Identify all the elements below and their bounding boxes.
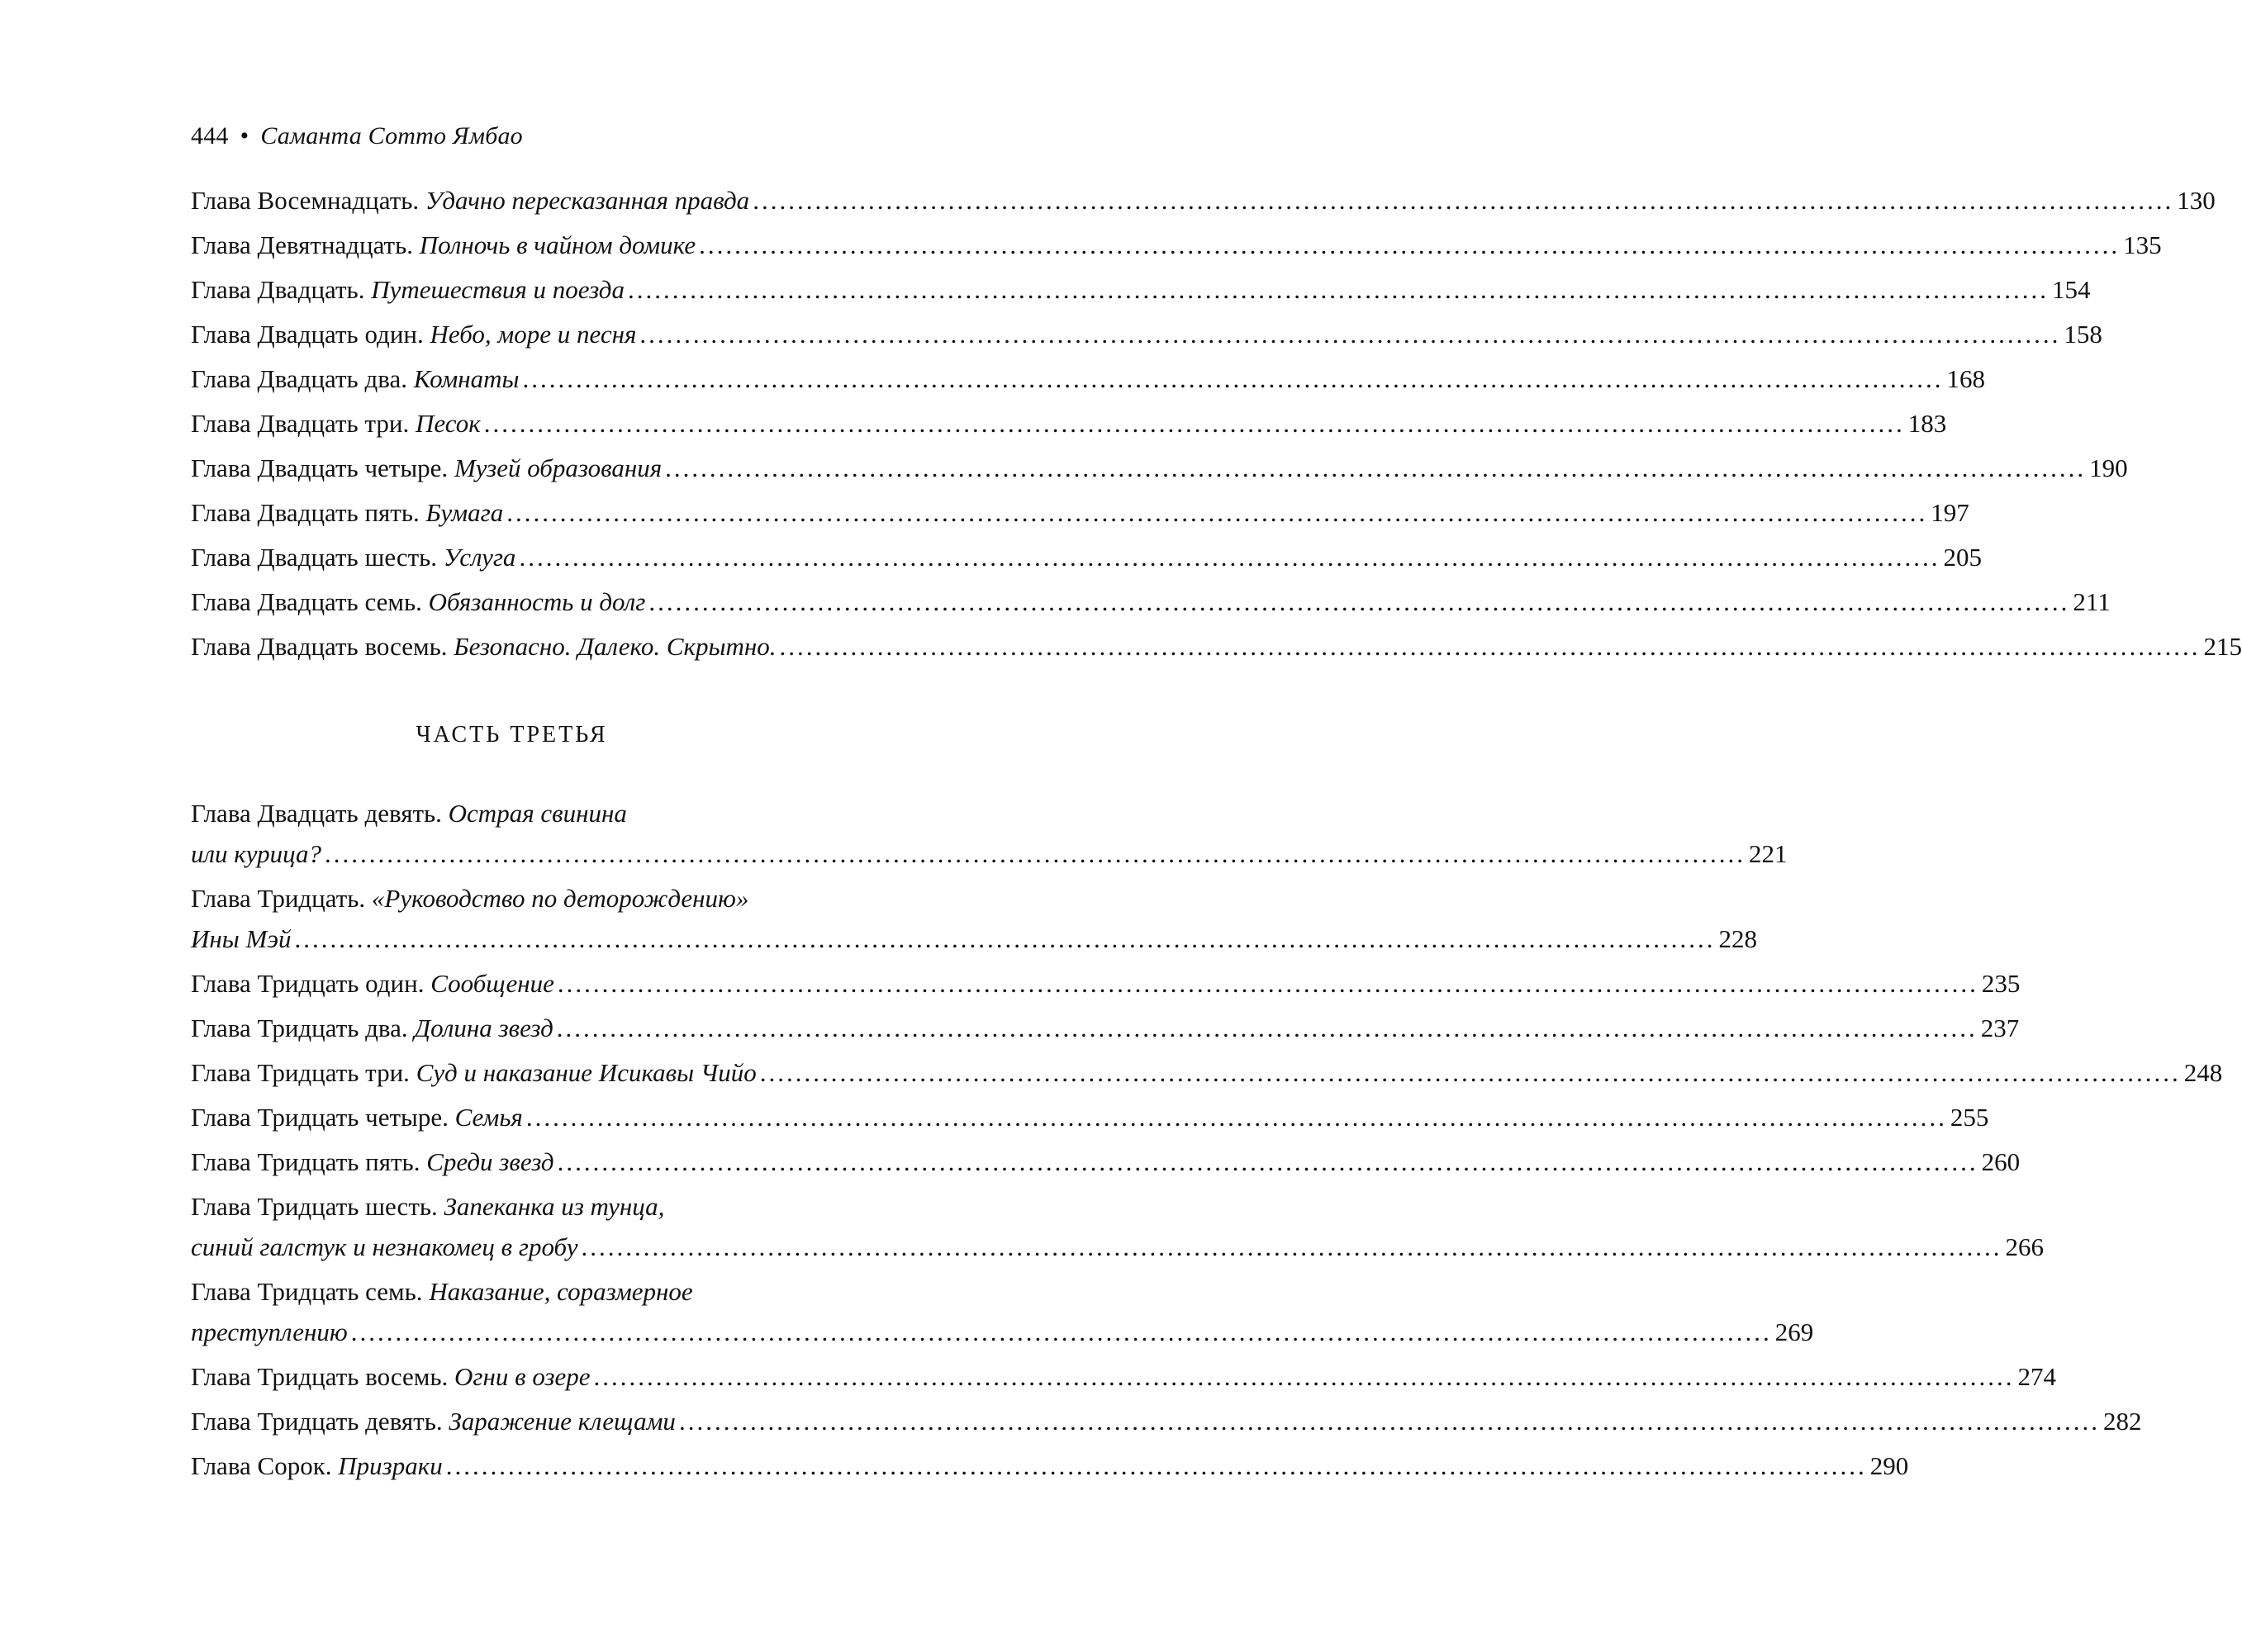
page-reference: 183 [1907,409,1947,438]
toc-entry-line [191,1097,1989,1137]
chapter-title: Наказание, соразмерное [429,1277,693,1306]
chapter-title: Небо, море и песня [430,320,637,349]
page-reference: 158 [2064,320,2102,349]
toc-entry [191,626,2242,667]
page-reference: 266 [2005,1232,2044,1261]
page-reference: 205 [1943,543,1982,572]
chapter-label: Глава Тридцать четыре. [191,1103,449,1132]
toc-entry-line [191,537,1982,577]
toc-entry [191,1401,2142,1441]
chapter-label: Глава Двадцать шесть. [191,543,438,572]
toc-entry-line [191,1186,912,1227]
chapter-title: Заражение клещами [449,1407,676,1436]
chapter-title-continuation: или курица? [191,839,321,868]
page-reference: 197 [1931,498,1969,527]
chapter-title: Песок [415,409,481,438]
toc-entry-line [191,1401,2142,1441]
chapter-label: Глава Двадцать. [191,275,365,304]
dot-leader: ................................................................................................................................................................ [699,230,2121,259]
running-head [191,122,523,150]
dot-leader: ................................................................................................................................................................ [665,453,2087,482]
chapter-title: Услуга [443,543,516,572]
chapter-label: Глава Тридцать. [191,884,366,913]
toc-entry [191,1446,1909,1486]
dot-leader: ................................................................................................................................................................ [325,839,1746,868]
page-reference: 190 [2089,453,2128,482]
dot-leader: ................................................................................................................................................................ [759,1058,2181,1087]
chapter-label: Глава Двадцать пять. [191,498,420,527]
toc-entry-line [191,582,2111,622]
dot-leader: ................................................................................................................................................................ [593,1362,2015,1391]
dot-leader: ................................................................................................................................................................ [445,1451,1867,1480]
dot-leader: ................................................................................................................................................................ [678,1407,2100,1436]
toc-entry-line [191,492,1969,533]
toc-entry [191,1356,2057,1397]
part-heading: ЧАСТЬ ТРЕТЬЯ [416,722,608,748]
toc-entry-line [191,919,1758,959]
page-reference: 282 [2102,1407,2142,1436]
chapter-label: Глава Двадцать семь. [191,587,422,616]
chapter-label: Глава Тридцать девять. [191,1407,443,1436]
dot-leader: ................................................................................................................................................................ [581,1232,2002,1261]
page-reference: 274 [2017,1362,2057,1391]
dot-leader: ................................................................................................................................................................ [350,1317,1772,1346]
chapter-title-continuation: синий галстук и незнакомец в гробу [191,1232,578,1261]
page-reference: 168 [1946,364,1985,393]
toc-entry [191,1142,2021,1182]
toc-entry-line [191,225,2162,265]
dot-leader: ................................................................................................................................................................ [519,543,1940,572]
chapter-title: Комнаты [413,364,520,393]
chapter-title: Бумага [425,498,504,527]
chapter-label: Глава Девятнадцать. [191,230,413,259]
toc-entry-line [191,1008,2020,1048]
chapter-label: Глава Двадцать три. [191,409,410,438]
toc-entry [191,963,2021,1004]
toc-entry-line [191,793,912,833]
chapter-label: Глава Двадцать два. [191,364,407,393]
dot-leader: ................................................................................................................................................................ [753,186,2174,215]
toc-entry [191,314,2102,354]
chapter-title: Долина звезд [414,1014,553,1042]
chapter-title: Сообщение [430,969,554,998]
chapter-title: Острая свинина [448,799,627,828]
chapter-title: Безопасно. Далеко. Скрытно. [454,632,777,661]
chapter-label: Глава Двадцать девять. [191,799,442,828]
page-reference: 269 [1774,1317,1814,1346]
dot-leader: ................................................................................................................................................................ [483,409,1905,438]
toc-entry [191,878,1758,959]
chapter-label: Глава Сорок. [191,1451,332,1480]
chapter-title: Запеканка из тунца, [444,1192,665,1221]
chapter-title: Музей образования [454,453,663,482]
chapter-title: Среди звезд [426,1147,554,1176]
toc-entry-line [191,833,1788,874]
toc-entry [191,1097,1989,1137]
toc-entry-line [191,1356,2057,1397]
chapter-title: Семья [454,1103,523,1132]
toc-entry-line [191,1052,2223,1093]
toc-entry-line [191,358,1985,399]
header-separator: • [240,122,249,150]
chapter-title-continuation: Ины Мэй [191,924,292,953]
page-reference: 248 [2183,1058,2223,1087]
table-of-contents-part-three [191,793,2223,1490]
page-reference: 228 [1718,924,1758,953]
toc-entry-line [191,1446,1909,1486]
dot-leader: ................................................................................................................................................................ [556,1014,1978,1042]
page-reference: 221 [1749,839,1788,868]
toc-entry [191,492,1969,533]
dot-leader: ................................................................................................................................................................ [639,320,2061,349]
dot-leader: ................................................................................................................................................................ [522,364,1944,393]
page-number: 444 [191,122,229,150]
dot-leader: ................................................................................................................................................................ [506,498,1928,527]
chapter-title: Удачно пересказанная правда [425,186,750,215]
toc-entry-line [191,1227,2044,1267]
toc-entry-line [191,1142,2021,1182]
toc-entry-line [191,1271,912,1312]
dot-leader: ................................................................................................................................................................ [648,587,2070,616]
toc-entry [191,1271,1814,1352]
toc-entry-line [191,448,2128,488]
toc-entry-line [191,878,912,919]
page-reference: 211 [2073,587,2111,616]
page-reference: 235 [1981,969,2021,998]
dot-leader: ................................................................................................................................................................ [525,1103,1947,1132]
toc-entry [191,269,2091,310]
author-name: Саманта Сотто Ямбао [260,122,523,150]
table-of-contents-part-two [191,180,2242,671]
dot-leader: ................................................................................................................................................................ [557,969,1978,998]
page-reference: 290 [1869,1451,1909,1480]
chapter-title: «Руководство по деторождению» [371,884,749,913]
chapter-label: Глава Двадцать один. [191,320,424,349]
page-reference: 130 [2177,186,2216,215]
chapter-title-continuation: преступлению [191,1317,348,1346]
chapter-label: Глава Тридцать шесть. [191,1192,438,1221]
toc-entry [191,1008,2020,1048]
toc-entry-line [191,626,2242,667]
toc-entry-line [191,403,1947,444]
chapter-title: Путешествия и поезда [371,275,625,304]
toc-entry-line [191,1312,1814,1352]
chapter-label: Глава Двадцать четыре. [191,453,449,482]
toc-entry [191,1052,2223,1093]
dot-leader: ................................................................................................................................................................ [779,632,2201,661]
chapter-title: Суд и наказание Исикавы Чийо [416,1058,757,1087]
toc-entry [191,180,2216,221]
toc-entry [191,1186,2044,1267]
toc-entry [191,537,1982,577]
chapter-label: Глава Тридцать пять. [191,1147,420,1176]
page-reference: 215 [2203,632,2242,661]
chapter-label: Глава Тридцать три. [191,1058,410,1087]
toc-entry [191,225,2162,265]
page-reference: 237 [1980,1014,2020,1042]
toc-entry [191,358,1985,399]
chapter-label: Глава Тридцать семь. [191,1277,423,1306]
dot-leader: ................................................................................................................................................................ [557,1147,1978,1176]
chapter-label: Глава Тридцать восемь. [191,1362,449,1391]
dot-leader: ................................................................................................................................................................ [294,924,1716,953]
page-reference: 255 [1950,1103,1989,1132]
chapter-title: Полночь в чайном домике [419,230,696,259]
toc-entry-line [191,180,2216,221]
dot-leader: ................................................................................................................................................................ [627,275,2049,304]
chapter-title: Призраки [338,1451,443,1480]
chapter-label: Глава Тридцать один. [191,969,425,998]
page-reference: 135 [2123,230,2162,259]
chapter-label: Глава Тридцать два. [191,1014,408,1042]
toc-entry [191,403,1947,444]
chapter-title: Огни в озере [454,1362,591,1391]
toc-entry [191,582,2111,622]
chapter-label: Глава Восемнадцать. [191,186,420,215]
toc-entry [191,448,2128,488]
page-reference: 154 [2051,275,2091,304]
toc-entry-line [191,269,2091,310]
chapter-label: Глава Двадцать восемь. [191,632,448,661]
page-reference: 260 [1981,1147,2021,1176]
toc-entry-line [191,314,2102,354]
toc-entry-line [191,963,2021,1004]
chapter-title: Обязанность и долг [428,587,646,616]
toc-entry [191,793,1788,874]
